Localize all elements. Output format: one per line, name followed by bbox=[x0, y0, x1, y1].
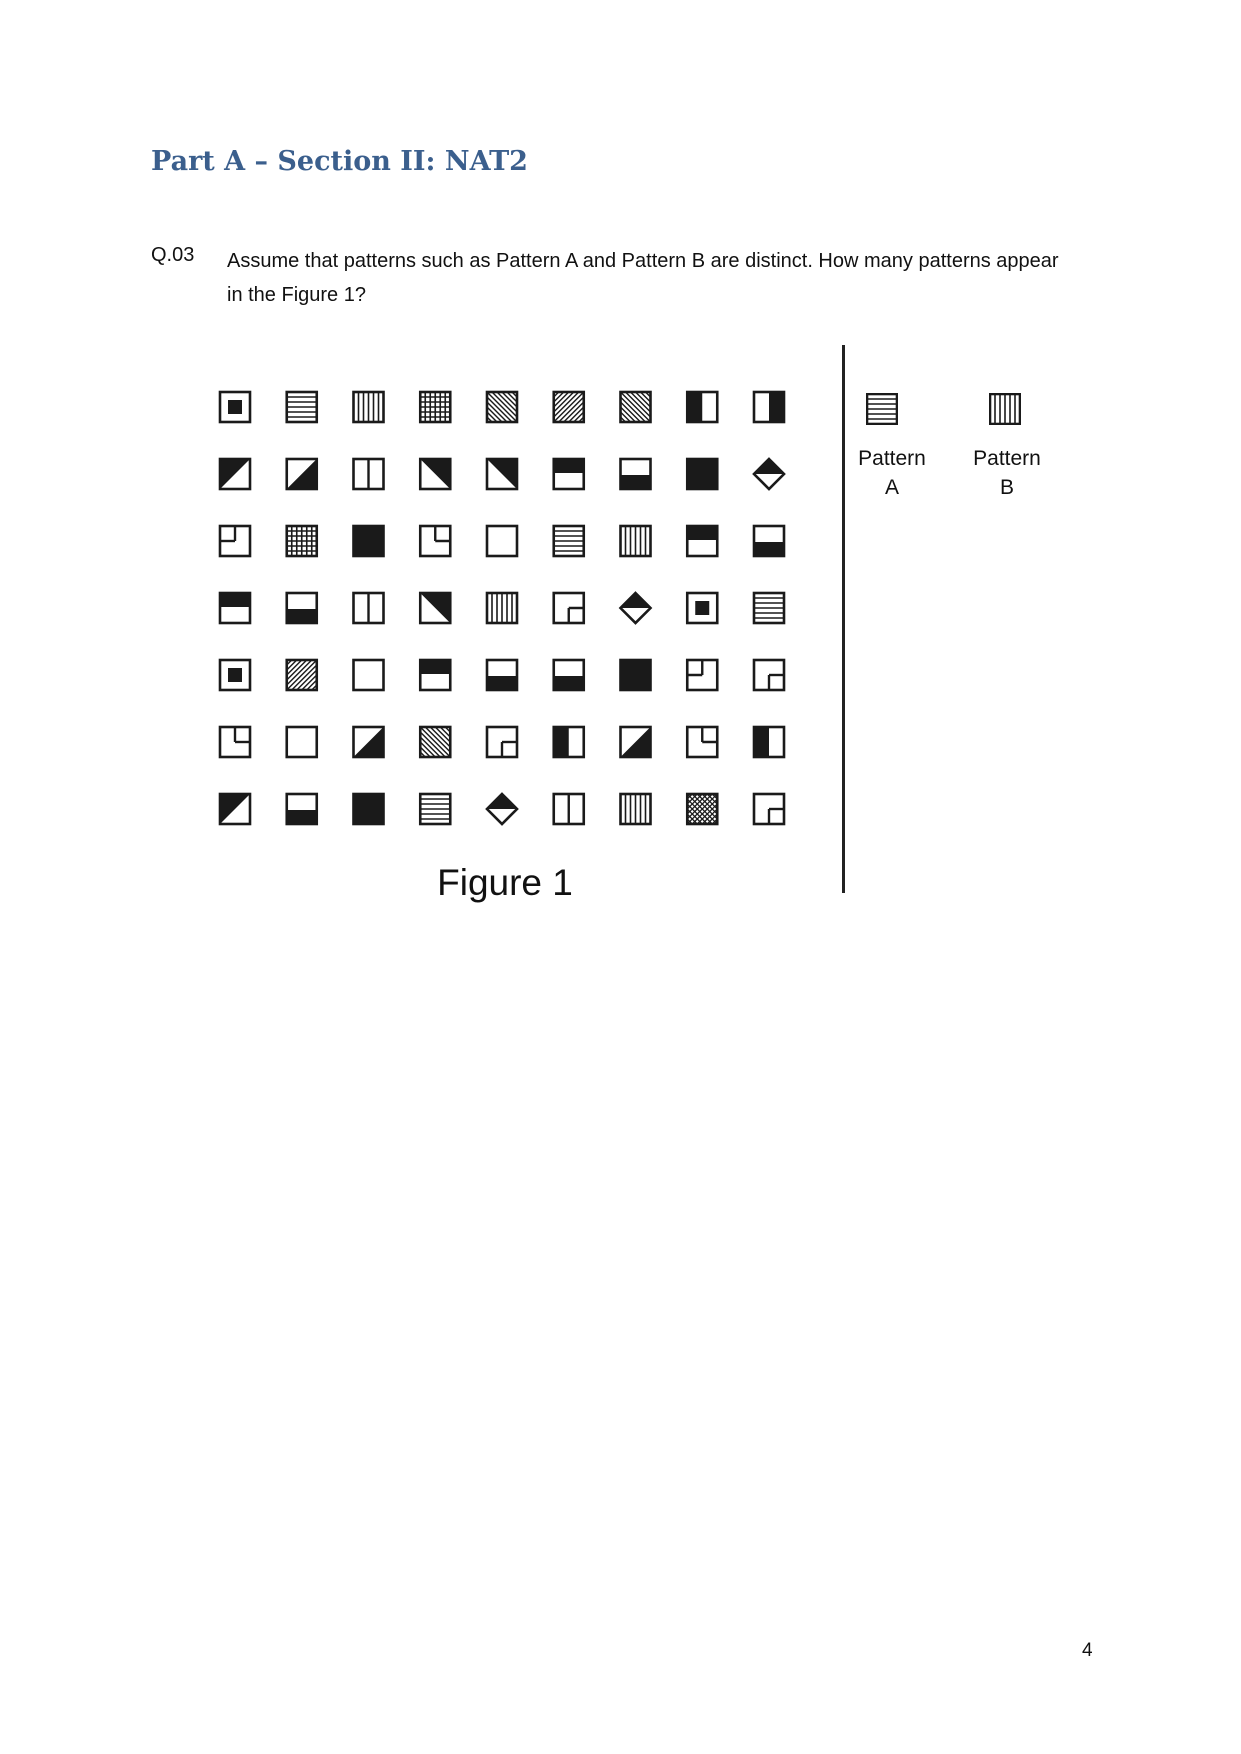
pattern-cell-grid bbox=[420, 392, 450, 422]
pattern-cell-tri-tr bbox=[487, 459, 517, 489]
pattern-cell-hatch-fwd bbox=[524, 392, 614, 422]
pattern-a-label bbox=[837, 444, 947, 502]
pattern-cell-split-v bbox=[354, 593, 384, 623]
pattern-cell-inner-square bbox=[220, 392, 250, 422]
pattern-cell-half-left bbox=[687, 392, 717, 422]
pattern-cell-band-top bbox=[220, 593, 250, 623]
question-number: Q.03 bbox=[151, 244, 195, 266]
pattern-b-label-line1: Pattern bbox=[973, 447, 1041, 470]
pattern-cell-tri-br bbox=[354, 727, 384, 757]
pattern-cell-hatch-back bbox=[591, 392, 681, 422]
pattern-cell-hlines bbox=[554, 526, 584, 556]
pattern-cell-sq-tr bbox=[220, 727, 250, 757]
pattern-cell-half-left bbox=[754, 727, 784, 757]
pattern-cell-hatch-fwd bbox=[257, 660, 347, 690]
section-heading: Part A – Section II: NAT2 bbox=[151, 146, 528, 177]
pattern-cell-grid bbox=[287, 526, 317, 556]
pattern-cell-diamond-top bbox=[754, 459, 784, 489]
pattern-cell-hatch-back bbox=[390, 727, 480, 757]
pattern-cell-crosshatch bbox=[657, 794, 747, 824]
pattern-cell-tri-bl bbox=[220, 459, 250, 489]
pattern-cell-half-right bbox=[754, 392, 784, 422]
pattern-cell-vlines bbox=[487, 593, 517, 623]
pattern-cell-band-bot bbox=[621, 459, 651, 489]
pattern-cell-vlines bbox=[354, 392, 384, 422]
pattern-cell-split-v bbox=[554, 794, 584, 824]
pattern-cell-diamond-top bbox=[621, 593, 651, 623]
pattern-cell-half-left bbox=[554, 727, 584, 757]
pattern-cell-band-bot bbox=[287, 794, 317, 824]
pattern-cell-tri-tr bbox=[420, 593, 450, 623]
pattern-cell-empty bbox=[354, 660, 384, 690]
pattern-cell-band-bot bbox=[487, 660, 517, 690]
pattern-cell-band-bot bbox=[287, 593, 317, 623]
pattern-cell-vlines bbox=[621, 794, 651, 824]
pattern-cell-hlines bbox=[754, 593, 784, 623]
pattern-cell-solid bbox=[687, 459, 717, 489]
pattern-cell-tri-tr bbox=[420, 459, 450, 489]
pattern-cell-band-top bbox=[687, 526, 717, 556]
page-number: 4 bbox=[1082, 1640, 1093, 1661]
pattern-b-icon bbox=[989, 393, 1021, 425]
pattern-cell-sq-br bbox=[554, 593, 584, 623]
pattern-cell-band-top bbox=[554, 459, 584, 489]
pattern-cell-solid bbox=[621, 660, 651, 690]
question-text: Assume that patterns such as Pattern A and Pattern B are distinct. How many patterns appear in the Figure 1? bbox=[227, 250, 1059, 306]
pattern-a-icon bbox=[866, 393, 898, 425]
pattern-cell-tri-br bbox=[621, 727, 651, 757]
pattern-cell-diamond-top bbox=[487, 794, 517, 824]
pattern-cell-sq-br bbox=[754, 660, 784, 690]
figure-divider bbox=[842, 345, 845, 893]
pattern-cell-inner-square bbox=[220, 660, 250, 690]
pattern-cell-hatch-back bbox=[457, 392, 547, 422]
pattern-cell-hlines bbox=[287, 392, 317, 422]
pattern-cell-solid bbox=[354, 794, 384, 824]
legend-pattern-hlines bbox=[867, 394, 897, 424]
pattern-cell-inner-square bbox=[687, 593, 717, 623]
pattern-cell-vlines bbox=[621, 526, 651, 556]
pattern-b-label bbox=[952, 444, 1062, 502]
pattern-cell-tri-br bbox=[287, 459, 317, 489]
pattern-cell-band-bot bbox=[754, 526, 784, 556]
figure-caption: Figure 1 bbox=[437, 862, 573, 903]
pattern-cell-empty bbox=[487, 526, 517, 556]
pattern-cell-sq-br bbox=[754, 794, 784, 824]
pattern-cell-band-bot bbox=[554, 660, 584, 690]
pattern-cell-sq-tl bbox=[687, 660, 717, 690]
pattern-cell-split-v bbox=[354, 459, 384, 489]
pattern-a-label-line2: A bbox=[884, 476, 899, 499]
pattern-b-label-line2: B bbox=[999, 476, 1014, 499]
pattern-cell-tri-bl bbox=[220, 794, 250, 824]
pattern-cell-sq-tl bbox=[220, 526, 250, 556]
pattern-cell-sq-br bbox=[487, 727, 517, 757]
pattern-cell-sq-tr bbox=[420, 526, 450, 556]
pattern-cell-solid bbox=[354, 526, 384, 556]
pattern-cell-sq-tr bbox=[687, 727, 717, 757]
legend-pattern-vlines bbox=[990, 394, 1020, 424]
pattern-a-label-line1: Pattern bbox=[858, 447, 926, 470]
pattern-cell-empty bbox=[287, 727, 317, 757]
pattern-cell-hlines bbox=[420, 794, 450, 824]
pattern-cell-band-top bbox=[420, 660, 450, 690]
